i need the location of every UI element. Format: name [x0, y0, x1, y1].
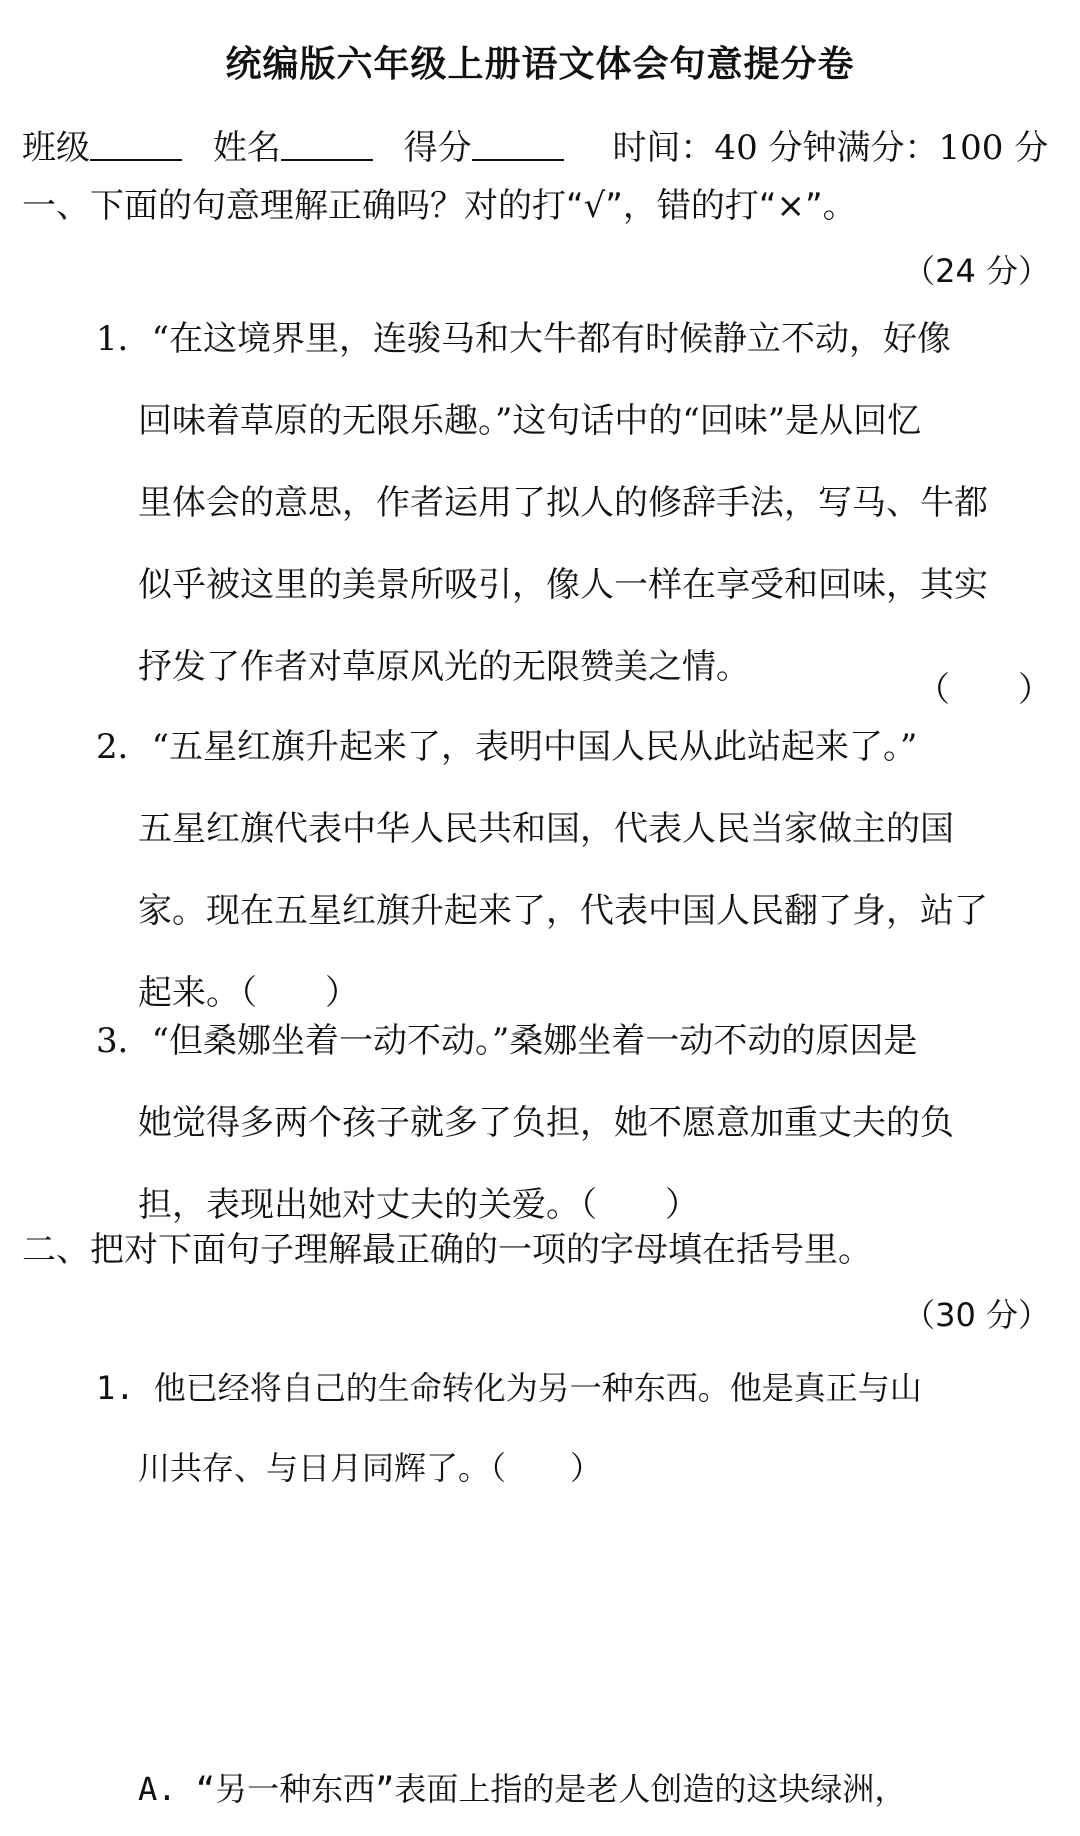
q2-line-3: 家。现在五星红旗升起来了，代表中国人民翻了身，站了: [138, 891, 988, 931]
name-label: 姓名: [212, 128, 281, 168]
class-blank[interactable]: [90, 129, 182, 161]
q2-line-2: 五星红旗代表中华人民共和国，代表人民当家做主的国: [138, 809, 954, 849]
class-label: 班级: [22, 128, 90, 168]
q1-line-4: 似乎被这里的美景所吸引，像人一样在享受和回味，其实: [138, 565, 988, 605]
section2-q1-option-a: A. “另一种东西”表面上指的是老人创造的这块绿洲，: [138, 1770, 907, 1808]
q1-line-2: 回味着草原的无限乐趣。”这句话中的“回味”是从回忆: [138, 401, 922, 441]
s2q1-line-2[interactable]: 川共存、与日月同辉了。（ ）: [138, 1449, 603, 1487]
q3-line-3[interactable]: 担，表现出她对丈夫的关爱。（ ）: [138, 1185, 699, 1225]
section2-heading: 二、把对下面句子理解最正确的一项的字母填在括号里。: [22, 1230, 872, 1270]
student-info-row: [22, 120, 1062, 169]
section1-question-3: [96, 1000, 1050, 1246]
section1-heading: 一、下面的句意理解正确吗？对的打“√”，错的打“×”。: [22, 186, 857, 226]
q1-line-1: 1．“在这境界里，连骏马和大牛都有时候静立不动，好像: [96, 319, 952, 359]
q3-line-2: 她觉得多两个孩子就多了负担，她不愿意加重丈夫的负: [138, 1103, 954, 1143]
q2-line-4[interactable]: 起来。（ ）: [138, 973, 359, 1013]
score-label: 得分: [403, 128, 472, 168]
time-score-info: 时间：40 分钟满分：100 分: [612, 128, 1049, 168]
q1-line-5: 抒发了作者对草原风光的无限赞美之情。: [138, 647, 750, 687]
section2-question-1: [96, 1348, 1050, 1508]
section1-score: （24 分）: [903, 252, 1050, 290]
score-blank[interactable]: [472, 129, 564, 161]
q1-line-3: 里体会的意思，作者运用了拟人的修辞手法，写马、牛都: [138, 483, 988, 523]
section2-score: （30 分）: [903, 1296, 1050, 1334]
section1-question-2: [96, 706, 1050, 1034]
page-title: 统编版六年级上册语文体会句意提分卷: [225, 44, 855, 85]
q3-line-1: 3．“但桑娜坐着一动不动。”桑娜坐着一动不动的原因是: [96, 1021, 918, 1061]
name-blank[interactable]: [281, 129, 373, 161]
q1-answer-paren[interactable]: （ ）: [916, 670, 1052, 710]
section1-question-1: [96, 298, 1050, 708]
q2-line-1: 2．“五星红旗升起来了，表明中国人民从此站起来了。”: [96, 727, 918, 767]
s2q1-line-1: 1. 他已经将自己的生命转化为另一种东西。他是真正与山: [96, 1369, 922, 1407]
